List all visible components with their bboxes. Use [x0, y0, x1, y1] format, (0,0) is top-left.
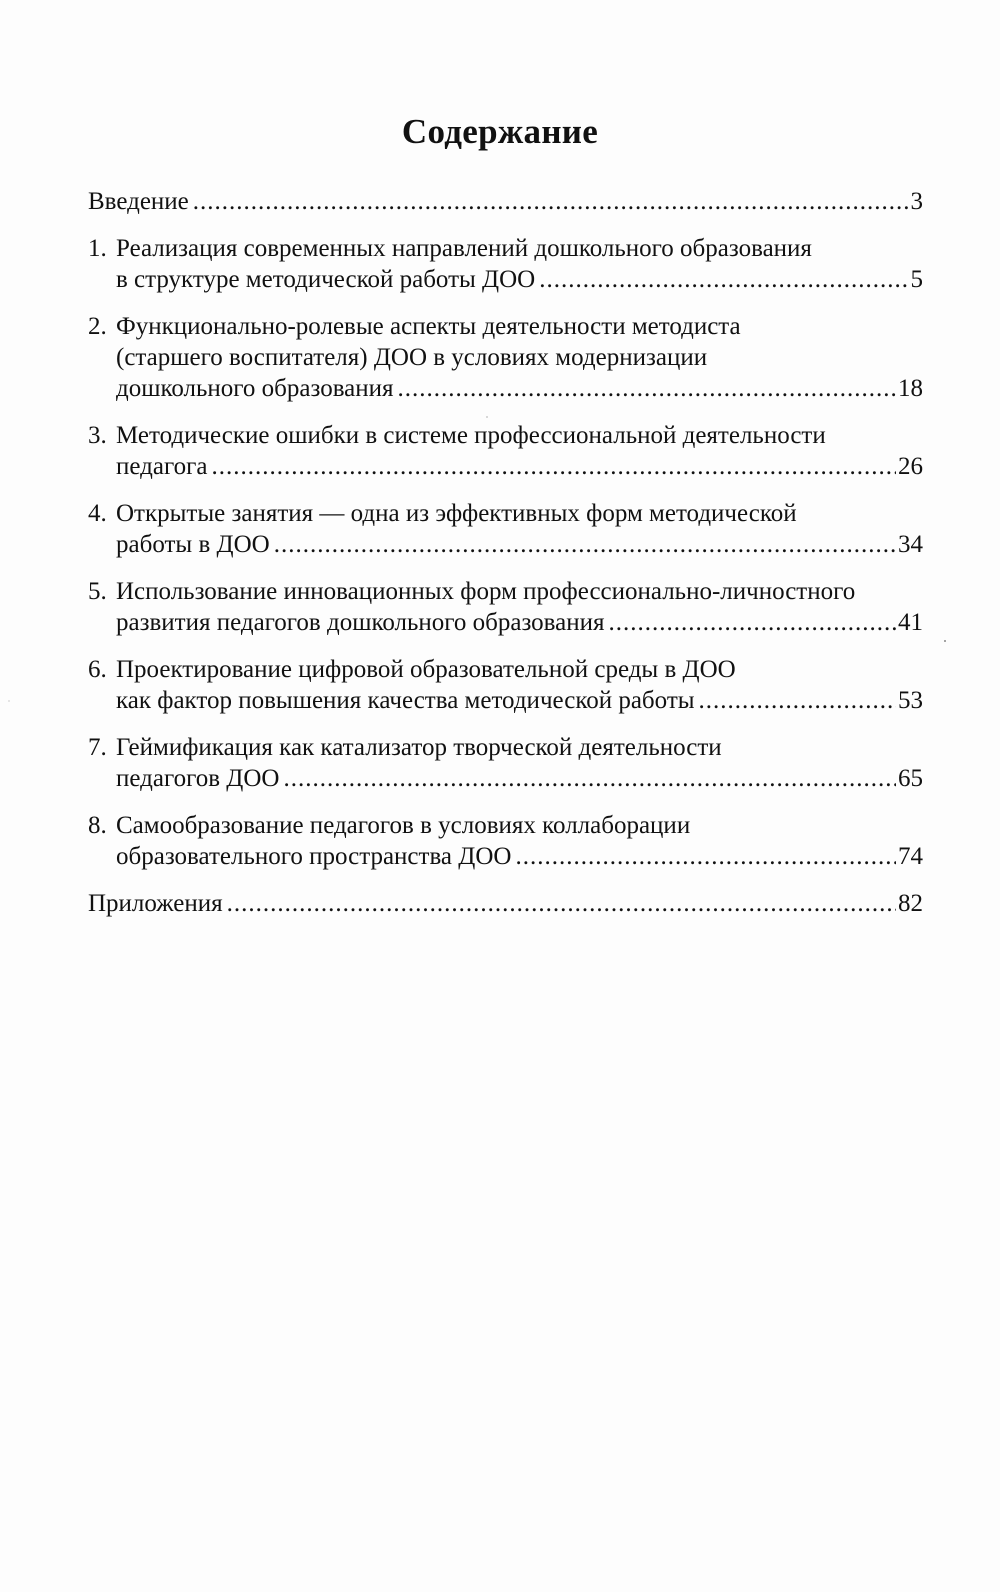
- toc-entry-appendices[interactable]: [88, 888, 923, 919]
- toc-page-number: 65: [898, 765, 923, 792]
- toc-entry-last-line: [88, 685, 923, 716]
- dot-leader: [539, 264, 908, 295]
- toc-entry-title-line: развития педагогов дошкольного образования: [116, 609, 605, 636]
- toc-entry-3[interactable]: [88, 420, 923, 482]
- dot-leader: [283, 763, 896, 794]
- toc-entry-6[interactable]: [88, 654, 923, 716]
- toc-entry-title: Приложения: [88, 890, 223, 917]
- toc-entry-title-line: Использование инновационных форм профессионально-личностного: [116, 578, 856, 605]
- dot-leader: [398, 373, 896, 404]
- toc-entry-last-line: [88, 529, 923, 560]
- toc-entry-title-line: Геймификация как катализатор творческой деятельности: [116, 734, 722, 761]
- toc-entry-title-line: Открытые занятия — одна из эффективных форм методической: [116, 500, 797, 527]
- dot-leader: [609, 607, 896, 638]
- toc-entry-first-line: [88, 420, 923, 451]
- table-of-contents: [88, 186, 923, 935]
- toc-entry-title-line: Функционально-ролевые аспекты деятельности методиста: [116, 313, 741, 340]
- toc-page-number: 18: [898, 375, 923, 402]
- toc-entry-number: 2.: [88, 313, 107, 340]
- toc-entry-title-line: Проектирование цифровой образовательной среды в ДОО: [116, 656, 736, 683]
- toc-entry-last-line: [88, 451, 923, 482]
- toc-entry-introduction[interactable]: [88, 186, 923, 217]
- toc-entry-first-line: [88, 654, 923, 685]
- toc-entry-1[interactable]: [88, 233, 923, 295]
- dot-leader: [227, 888, 896, 919]
- toc-entry-title-line: образовательного пространства ДОО: [116, 843, 512, 870]
- toc-entry-5[interactable]: [88, 576, 923, 638]
- toc-page-number: 3: [910, 188, 923, 215]
- toc-entry-8[interactable]: [88, 810, 923, 872]
- toc-entry-title-line: педагогов ДОО: [116, 765, 280, 792]
- toc-entry-title-line: (старшего воспитателя) ДОО в условиях модернизации: [116, 344, 708, 371]
- scan-speck: [944, 640, 946, 642]
- toc-page-number: 74: [898, 843, 923, 870]
- toc-entry-number: 6.: [88, 656, 107, 683]
- toc-entry-4[interactable]: [88, 498, 923, 560]
- scan-speck: [486, 416, 488, 418]
- toc-entry-last-line: [88, 841, 923, 872]
- toc-entry-title-line: дошкольного образования: [116, 375, 394, 402]
- toc-page-number: 26: [898, 453, 923, 480]
- toc-entry-title-line: работы в ДОО: [116, 531, 270, 558]
- toc-entry-2[interactable]: [88, 311, 923, 404]
- toc-entry-last-line: [88, 607, 923, 638]
- page-title: Содержание: [401, 112, 599, 151]
- toc-entry-last-line: [88, 373, 923, 404]
- toc-entry-title-line: педагога: [116, 453, 208, 480]
- dot-leader: [193, 186, 909, 217]
- toc-entry-first-line: [88, 498, 923, 529]
- toc-entry-title-line: как фактор повышения качества методической работы: [116, 687, 695, 714]
- toc-entry-number: 3.: [88, 422, 107, 449]
- toc-entry-first-line: [88, 311, 923, 342]
- toc-page-number: 82: [898, 890, 923, 917]
- toc-entry-last-line: [88, 888, 923, 919]
- toc-entry-first-line: [88, 732, 923, 763]
- toc-entry-last-line: [88, 186, 923, 217]
- toc-page-number: 53: [898, 687, 923, 714]
- toc-page-number: 34: [898, 531, 923, 558]
- dot-leader: [515, 841, 896, 872]
- toc-entry-last-line: [88, 763, 923, 794]
- dot-leader: [699, 685, 896, 716]
- toc-entry-number: 8.: [88, 812, 107, 839]
- toc-entry-title-line: Методические ошибки в системе профессиональной деятельности: [116, 422, 826, 449]
- toc-entry-number: 5.: [88, 578, 107, 605]
- toc-entry-last-line: [88, 264, 923, 295]
- toc-entry-title: Введение: [88, 188, 189, 215]
- toc-entry-number: 7.: [88, 734, 107, 761]
- toc-entry-number: 4.: [88, 500, 107, 527]
- toc-page-number: 5: [910, 266, 923, 293]
- toc-entry-title-line: Реализация современных направлений дошкольного образования: [116, 235, 812, 262]
- toc-page-number: 41: [898, 609, 923, 636]
- dot-leader: [211, 451, 896, 482]
- toc-entry-title-line: в структуре методической работы ДОО: [116, 266, 536, 293]
- toc-entry-number: 1.: [88, 235, 107, 262]
- toc-entry-title-line: Самообразование педагогов в условиях коллаборации: [116, 812, 691, 839]
- dot-leader: [274, 529, 896, 560]
- toc-entry-first-line: [88, 810, 923, 841]
- scan-speck: [8, 700, 10, 702]
- toc-entry-first-line: [88, 233, 923, 264]
- toc-entry-7[interactable]: [88, 732, 923, 794]
- toc-entry-first-line: [88, 576, 923, 607]
